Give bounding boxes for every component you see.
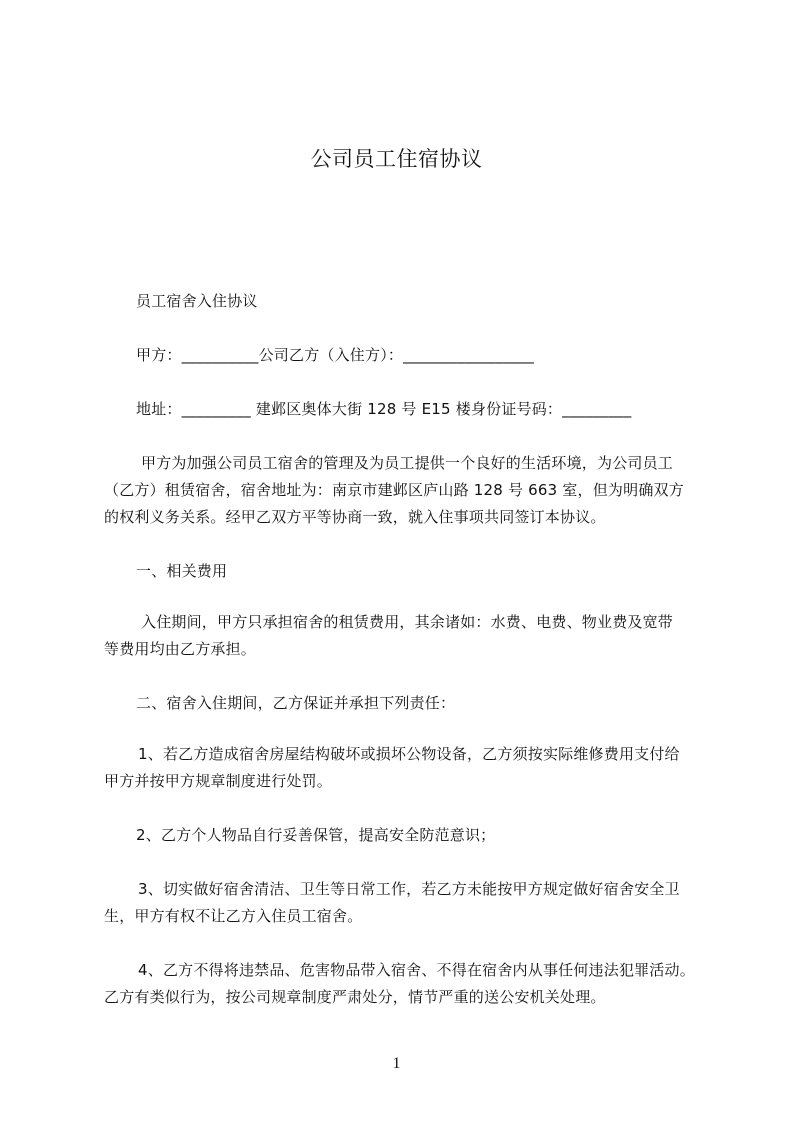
- section-1-heading: 一、相关费用: [136, 562, 228, 580]
- address-line: 地址：_________ 建邺区奥体大街 128 号 E15 楼身份证号码：_________: [136, 400, 632, 418]
- page-number: 1: [392, 1055, 401, 1072]
- document-title: 公司员工住宿协议: [310, 147, 483, 171]
- item-3-line-1: 3、切实做好宿舍清洁、卫生等日常工作，若乙方未能按甲方规定做好宿舍安全卫: [138, 880, 680, 898]
- subtitle: 员工宿舍入住协议: [136, 292, 258, 310]
- section-2-heading: 二、宿舍入住期间，乙方保证并承担下列责任：: [136, 694, 456, 712]
- intro-line-3: 的权利义务关系。经甲乙双方平等协商一致，就入住事项共同签订本协议。: [104, 508, 606, 526]
- item-3-line-2: 生，甲方有权不让乙方入住员工宿舍。: [104, 907, 363, 925]
- intro-line-2: （乙方）租赁宿舍，宿舍地址为：南京市建邺区庐山路 128 号 663 室，但为明确双方: [104, 481, 684, 499]
- item-4-line-2: 乙方有类似行为，按公司规章制度严肃处分，情节严重的送公安机关处理。: [104, 988, 606, 1006]
- item-1-line-1: 1、若乙方造成宿舍房屋结构破坏或损坏公物设备，乙方须按实际维修费用支付给: [138, 745, 680, 763]
- intro-line-1: 甲方为加强公司员工宿舍的管理及为员工提供一个良好的生活环境，为公司员工: [141, 454, 674, 472]
- party-line: 甲方：__________公司乙方（入住方）：_________________: [136, 346, 535, 364]
- section-1-body-line-1: 入住期间，甲方只承担宿舍的租赁费用，其余诸如：水费、电费、物业费及宽带: [141, 613, 674, 631]
- item-1-line-2: 甲方并按甲方规章制度进行处罚。: [104, 772, 333, 790]
- section-1-body-line-2: 等费用均由乙方承担。: [104, 640, 257, 658]
- item-4-line-1: 4、乙方不得将违禁品、危害物品带入宿舍、不得在宿舍内从事任何违法犯罪活动。: [138, 961, 695, 979]
- item-2-line-1: 2、乙方个人物品自行妥善保管，提高安全防范意识；: [136, 826, 496, 844]
